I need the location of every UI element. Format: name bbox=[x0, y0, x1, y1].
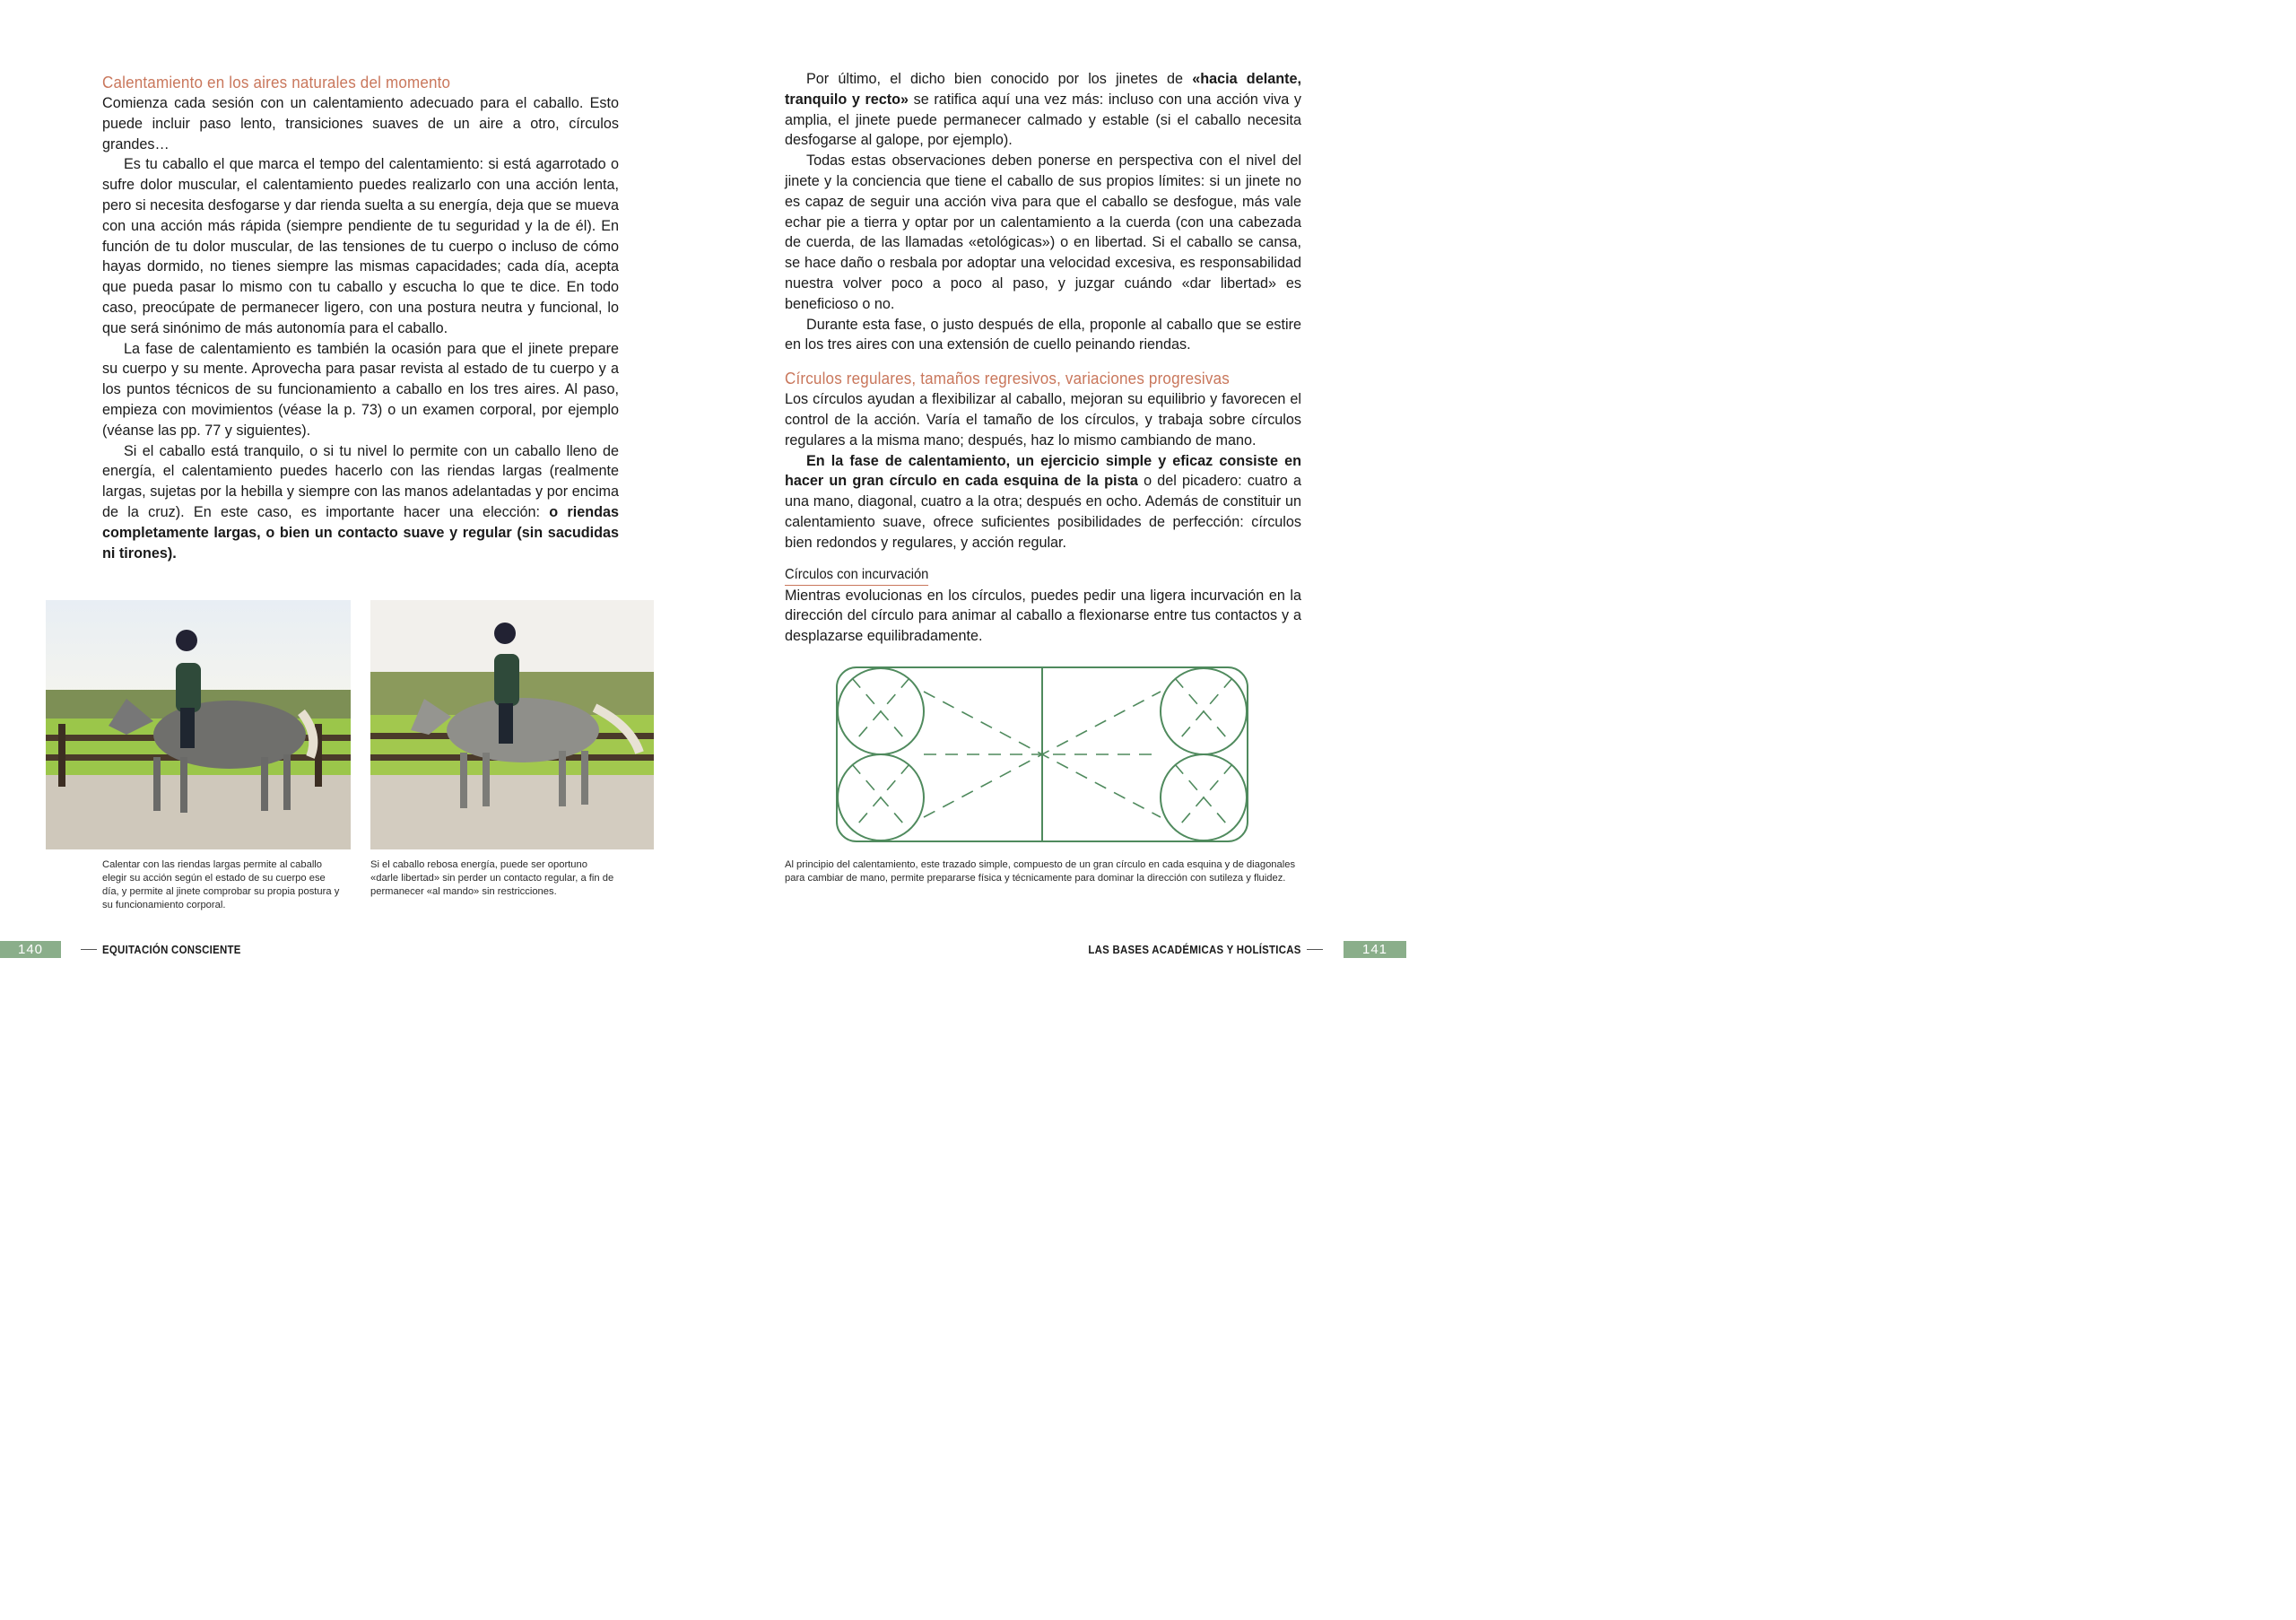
paragraph-text: Por último, el dicho bien conocido por los jinetes de bbox=[806, 71, 1193, 87]
paragraph: Mientras evolucionas en los círculos, puedes pedir una ligera incurvación en la dirección del círculo para animar al caballo a flexionarse entre tus contactos y a desplazarse equilibradamente. bbox=[785, 587, 1301, 645]
paragraph bbox=[785, 451, 1301, 553]
footer-rule bbox=[81, 949, 97, 950]
subheading-wrapper bbox=[785, 564, 1301, 586]
paragraph-text: se ratifica aquí una vez más: incluso con una acción viva y amplia, el jinete puede permanecer calmado y estable (si el caballo necesita desfogarse al galope, por ejemplo). bbox=[785, 91, 1301, 149]
subheading-incurvation: Círculos con incurvación bbox=[785, 565, 928, 586]
left-column bbox=[102, 72, 619, 563]
paragraph: Todas estas observaciones deben ponerse en perspectiva con el nivel del jinete y la conciencia que tiene el caballo de sus propios límites: si un jinete no es capaz de seguir una acción viva para que el caballo se desfogue, más vale echar pie a tierra y optar por un calentamiento a la cuerda (con una cabezada de cuerda, de las llamadas «etológicas») o en libertad. Si el caballo se cansa, se hace daño o resbala por adoptar una velocidad excesiva, es responsabilidad nuestra volver poco a poco al paso, y juzgar cuándo «dar libertad» es beneficioso o no. bbox=[785, 152, 1301, 312]
right-column bbox=[785, 69, 1301, 647]
running-head-right: LAS BASES ACADÉMICAS Y HOLÍSTICAS bbox=[1088, 943, 1301, 956]
bold-text: o riendas completamente largas, o bien un contacto suave y regular (sin sacudidas ni tirones). bbox=[102, 503, 619, 562]
page-number-right: 141 bbox=[1344, 941, 1406, 958]
horse-photo-illustration bbox=[370, 600, 654, 849]
paragraph bbox=[102, 441, 619, 564]
photo-horse-contact bbox=[370, 600, 654, 849]
paragraph-text: o del picadero: cuatro a una mano, diagonal, cuatro a la otra; después en ocho. Además de constituir un calentamiento suave, ofrece suficientes posibilidades de perfección: círculos bien redondos y regulares, y acción regular. bbox=[785, 473, 1301, 551]
photo-horse-long-reins bbox=[46, 600, 351, 849]
bold-text: En la fase de calentamiento, un ejercicio simple y eficaz consiste en hacer un gran círculo en cada esquina de la pista bbox=[785, 452, 1301, 490]
diagram-caption: Al principio del calentamiento, este trazado simple, compuesto de un gran círculo en cada esquina y de diagonales para cambiar de mano, permite prepararse física y técnicamente para dominar la dirección con sutileza y fluidez. bbox=[785, 859, 1296, 884]
paragraph: Durante esta fase, o justo después de ella, proponle al caballo que se estire en los tres aires con una extensión de cuello peinando riendas. bbox=[785, 316, 1301, 353]
photo-caption: Si el caballo rebosa energía, puede ser oportuno «darle libertad» sin perder un contacto regular, a fin de permanecer «al mando» sin restricciones. bbox=[370, 859, 614, 897]
section-heading-warmup: Calentamiento en los aires naturales del momento bbox=[102, 73, 451, 91]
section-heading-circles: Círculos regulares, tamaños regresivos, variaciones progresivas bbox=[785, 369, 1230, 388]
footer-rule bbox=[1307, 949, 1323, 950]
paragraph-text: Si el caballo está tranquilo, o si tu nivel lo permite con un caballo lleno de energía, el calentamiento puedes hacerlo con las riendas largas (realmente largas, sujetas por la hebilla y siempre con las manos adelantadas y por encima de la cruz). En este caso, es importante hacer una elección: bbox=[102, 442, 619, 520]
photo-caption: Calentar con las riendas largas permite al caballo elegir su acción según el estado de su cuerpo ese día, y permite al jinete comprobar su propia postura y su funcionamiento corporal. bbox=[102, 859, 340, 910]
paragraph bbox=[785, 69, 1301, 151]
paragraph: Los círculos ayudan a flexibilizar al caballo, mejoran su equilibrio y favorecen el control de la acción. Varía el tamaño de los círculos, y trabaja sobre círculos regulares a la misma mano; después, haz lo mismo cambiando de mano. bbox=[785, 391, 1301, 449]
paragraph: La fase de calentamiento es también la ocasión para que el jinete prepare su cuerpo y su mente. Aprovecha para pasar revista al estado de tu cuerpo y a los puntos técnicos de su funcionamiento a caballo en los tres aires. Al paso, empieza con movimientos (véase la p. 73) o un examen corporal, por ejemplo (véanse las pp. 77 y siguientes). bbox=[102, 340, 619, 439]
paragraph: Es tu caballo el que marca el tempo del calentamiento: si está agarrotado o sufre dolor muscular, el calentamiento puedes realizarlo con una acción lenta, pero si necesita desfogarse y dar rienda suelta a su energía, deja que se mueva con una acción más rápida (siempre pendiente de tu seguridad y la de él). En función de tu dolor muscular, de las tensiones de tu cuerpo o incluso de cómo hayas dormido, no tienes siempre las mismas capacidades; cada día, acepta que pueda pasar lo mismo con tu caballo y escucha lo que te dice. En todo caso, preocúpate de permanecer ligero, con una postura neutra y funcional, lo que será sinónimo de más autonomía para el caballo. bbox=[102, 156, 619, 336]
paragraph: Comienza cada sesión con un calentamiento adecuado para el caballo. Esto puede incluir paso lento, transiciones suaves de un aire a otro, círculos grandes… bbox=[102, 95, 619, 152]
running-head-left: EQUITACIÓN CONSCIENTE bbox=[102, 943, 241, 956]
arena-circles-diagram bbox=[834, 665, 1250, 844]
horse-photo-illustration bbox=[46, 600, 351, 849]
page-number-left: 140 bbox=[0, 941, 61, 958]
bold-text: «hacia delante, tranquilo y recto» bbox=[785, 71, 1301, 108]
